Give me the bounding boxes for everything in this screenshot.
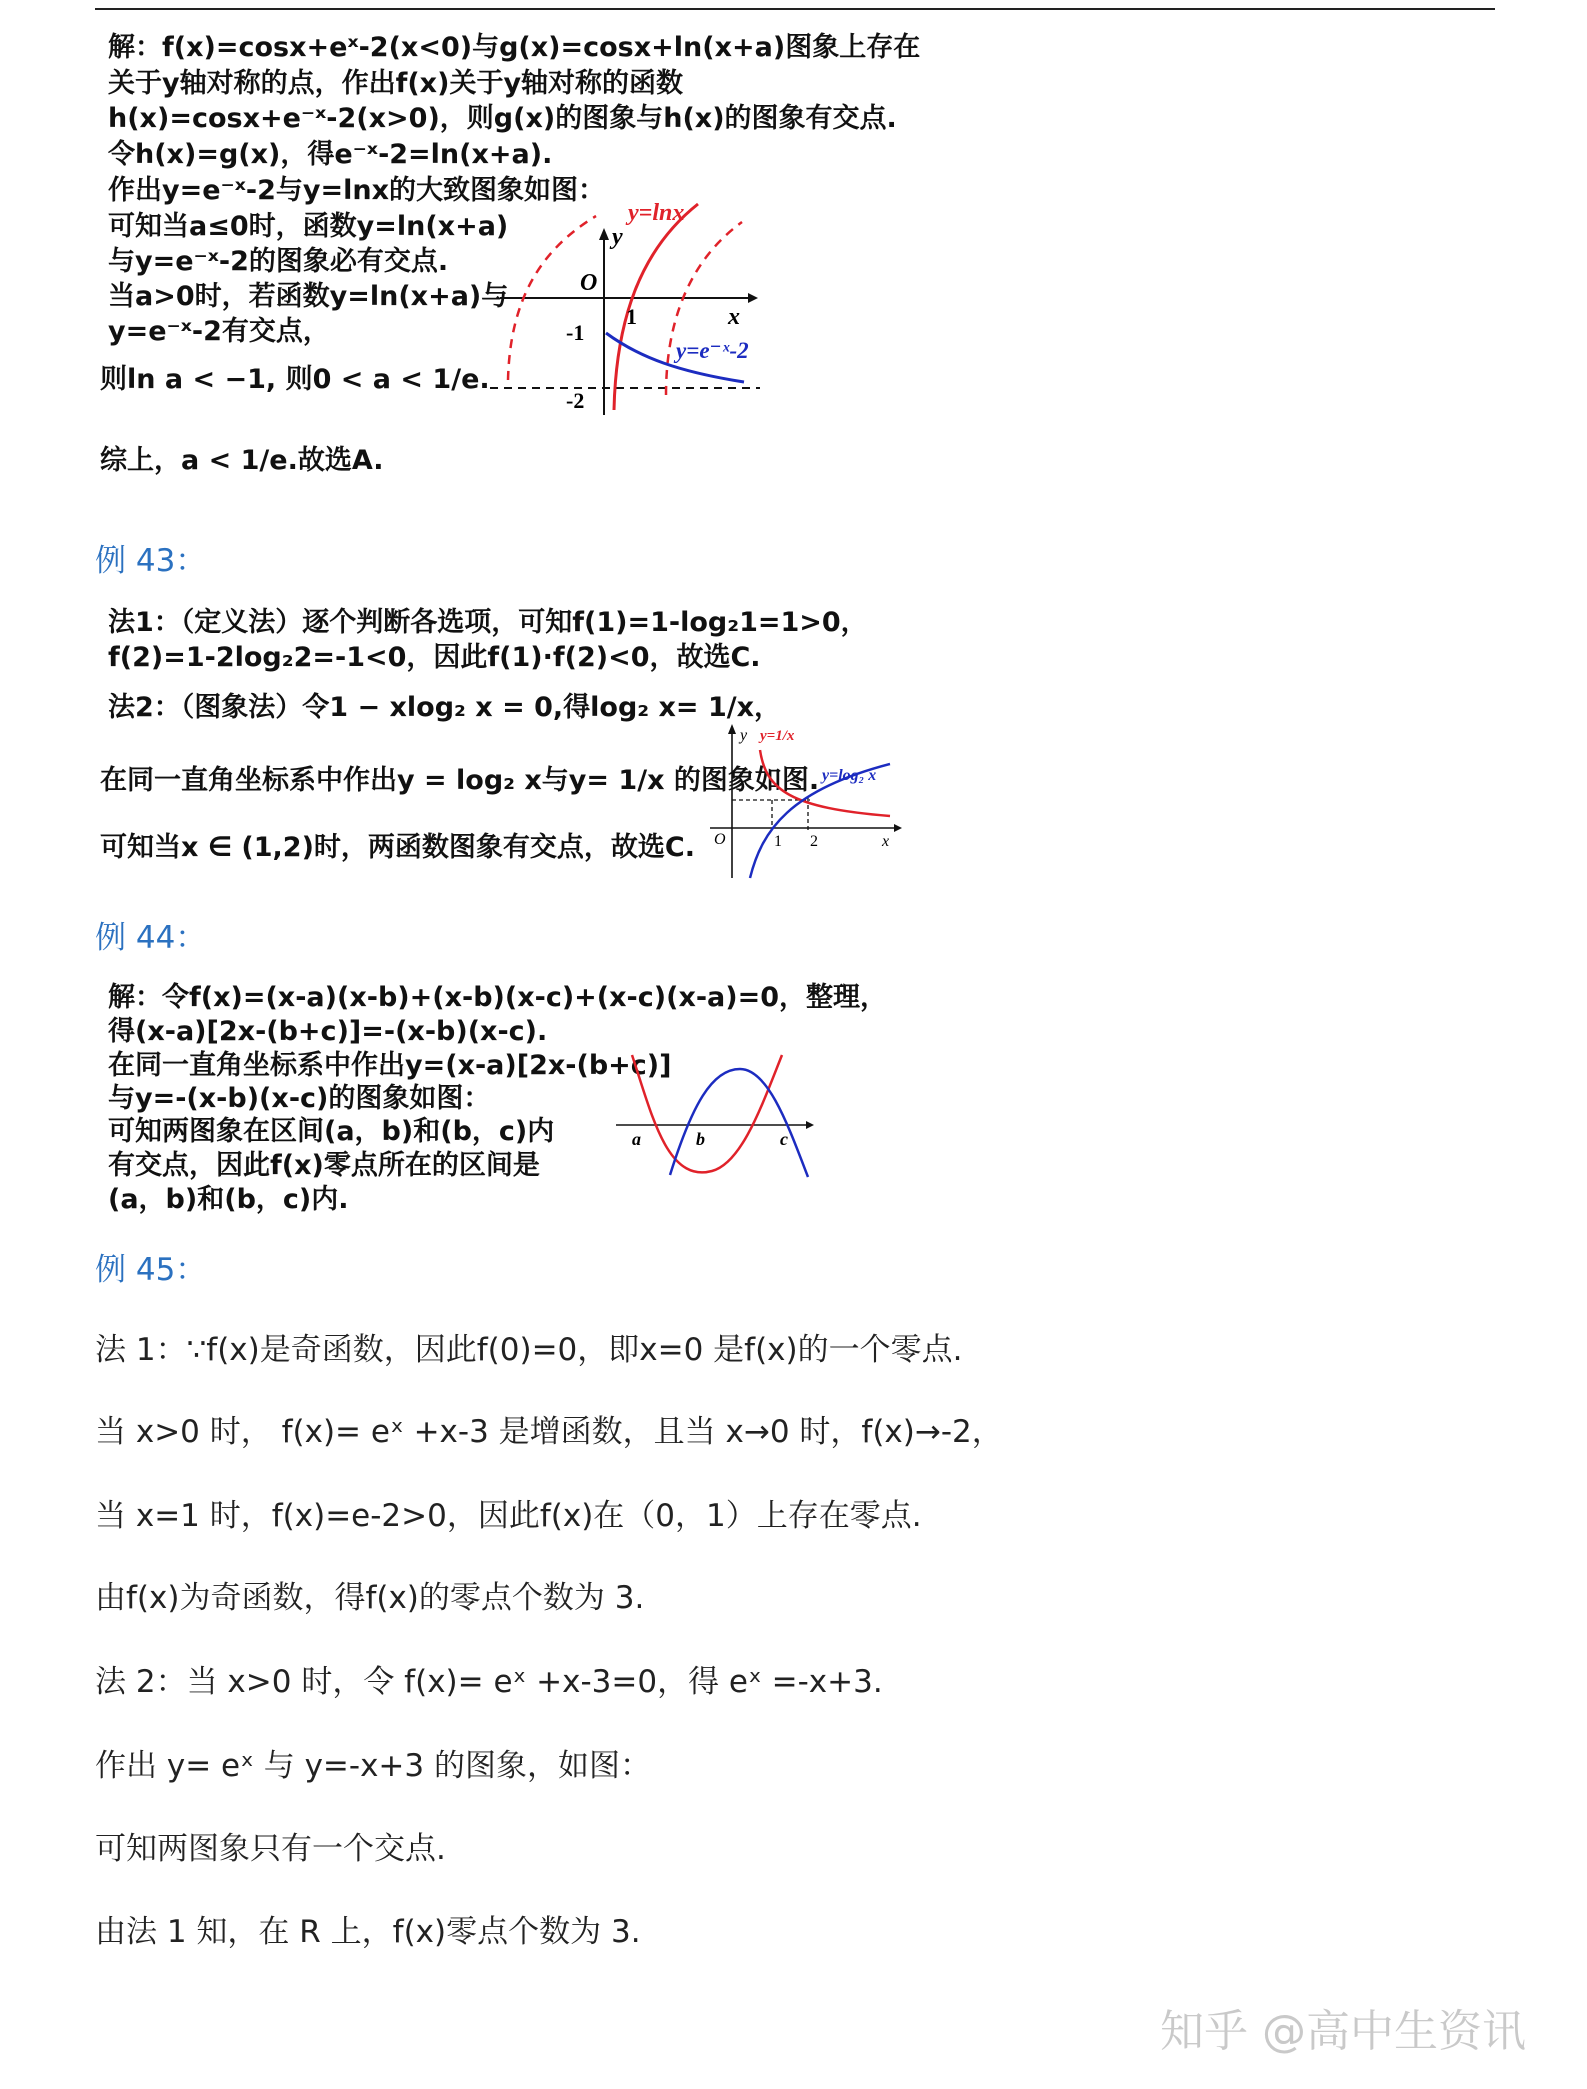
sol1-line-7: 与y=e⁻ˣ-2的图象必有交点. — [108, 246, 449, 277]
ex45-line-7: 可知两图象只有一个交点. — [95, 1831, 446, 1867]
sol1-line-9: y=e⁻ˣ-2有交点， — [108, 316, 330, 347]
ex43-line-2: f(2)=1-2log₂2=-1<0，因此f(1)·f(2)<0，故选C. — [108, 642, 761, 673]
origin-label: O — [714, 831, 726, 848]
watermark: 知乎 @高中生资讯 — [1160, 2006, 1526, 2057]
example-43-title: 例 43： — [95, 543, 207, 579]
top-rule — [95, 8, 1495, 10]
ex45-line-4: 由f(x)为奇函数，得f(x)的零点个数为 3. — [95, 1580, 645, 1616]
label-lnx: y=lnx — [628, 200, 685, 226]
label-recip: y=1/x — [760, 728, 795, 744]
ex44-line-6: 有交点，因此f(x)零点所在的区间是 — [108, 1150, 540, 1181]
ex45-line-2: 当 x>0 时， f(x)= eˣ +x-3 是增函数，且当 x→0 时，f(x)→-2， — [95, 1414, 1003, 1450]
red-parabola — [632, 1055, 782, 1172]
blue-parabola — [670, 1069, 808, 1177]
graph-lnx-exp — [480, 190, 780, 420]
tick-neg2: -2 — [566, 388, 585, 413]
ex43-line-3: 法2：（图象法）令1 − xlog₂ x = 0,得log₂ x= 1/x， — [108, 692, 782, 723]
ex44-line-4: 与y=-(x-b)(x-c)的图象如图： — [108, 1083, 491, 1114]
example-44-title: 例 44： — [95, 920, 207, 956]
ex43-line-1: 法1：（定义法）逐个判断各选项，可知f(1)=1-log₂1=1>0， — [108, 607, 868, 638]
tick-one: 1 — [626, 304, 637, 329]
ex44-line-2: 得(x-a)[2x-(b+c)]=-(x-b)(x-c). — [108, 1016, 548, 1047]
y-axis-label: y — [740, 727, 748, 744]
ex45-line-8: 由法 1 知，在 R 上，f(x)零点个数为 3. — [95, 1914, 641, 1950]
origin-label: O — [580, 270, 598, 296]
ex44-line-3: 在同一直角坐标系中作出y=(x-a)[2x-(b+c)] — [108, 1050, 672, 1081]
sol1-line-8: 当a>0时，若函数y=ln(x+a)与 — [108, 281, 509, 312]
ex43-line-5: 可知当x ∈ (1,2)时，两函数图象有交点，故选C. — [100, 832, 696, 863]
point-b: b — [696, 1129, 705, 1149]
label-exp: y=e⁻ˣ-2 — [676, 338, 749, 363]
y-axis-label: y — [612, 224, 623, 250]
ex44-line-7: (a，b)和(b，c)内. — [108, 1184, 349, 1215]
label-log: y=log₂ x — [822, 767, 877, 784]
y-axis-arrow — [599, 228, 609, 240]
tick-2: 2 — [810, 833, 818, 850]
ex44-line-5: 可知两图象在区间(a，b)和(b，c)内 — [108, 1116, 555, 1147]
x-axis-arrow — [806, 1121, 814, 1129]
tick-neg1: -1 — [566, 320, 585, 345]
x-axis-arrow — [748, 293, 758, 303]
point-a: a — [632, 1129, 641, 1149]
ex45-line-6: 作出 y= eˣ 与 y=-x+3 的图象，如图： — [95, 1748, 651, 1784]
ex44-line-1: 解：令f(x)=(x-a)(x-b)+(x-b)(x-c)+(x-c)(x-a)=0，整理， — [108, 982, 888, 1013]
sol1-line-10: 则ln a < −1, 则0 < a < 1/e. — [100, 364, 490, 395]
sol1-line-4: 令h(x)=g(x)，得e⁻ˣ-2=ln(x+a). — [108, 139, 553, 170]
example-45-title: 例 45： — [95, 1252, 207, 1288]
x-axis-arrow — [894, 824, 902, 832]
graph-log-recip — [700, 720, 910, 880]
ex43-line-4: 在同一直角坐标系中作出y = log₂ x与y= 1/x 的图象如图. — [100, 765, 820, 796]
x-axis-label: x — [882, 833, 890, 850]
sol1-line-1: 解：f(x)=cosx+eˣ-2(x<0)与g(x)=cosx+ln(x+a)图象上存在 — [108, 32, 921, 63]
y-axis-arrow — [728, 724, 736, 734]
sol1-line-3: h(x)=cosx+e⁻ˣ-2(x>0)，则g(x)的图象与h(x)的图象有交点. — [108, 103, 897, 134]
sol1-line-6: 可知当a≤0时，函数y=ln(x+a) — [108, 211, 509, 242]
ex45-line-3: 当 x=1 时，f(x)=e-2>0，因此f(x)在（0，1）上存在零点. — [95, 1498, 922, 1534]
ex45-line-1: 法 1：∵f(x)是奇函数，因此f(0)=0，即x=0 是f(x)的一个零点. — [95, 1332, 963, 1368]
sol1-line-11: 综上，a < 1/e.故选A. — [100, 445, 384, 476]
graph-abc — [612, 1045, 822, 1185]
point-c: c — [780, 1129, 788, 1149]
ex45-line-5: 法 2：当 x>0 时，令 f(x)= eˣ +x-3=0，得 eˣ =-x+3. — [95, 1664, 883, 1700]
sol1-line-5: 作出y=e⁻ˣ-2与y=lnx的大致图象如图： — [108, 175, 606, 206]
tick-1: 1 — [774, 833, 782, 850]
sol1-line-2: 关于y轴对称的点，作出f(x)关于y轴对称的函数 — [108, 68, 684, 99]
x-axis-label: x — [728, 304, 740, 330]
